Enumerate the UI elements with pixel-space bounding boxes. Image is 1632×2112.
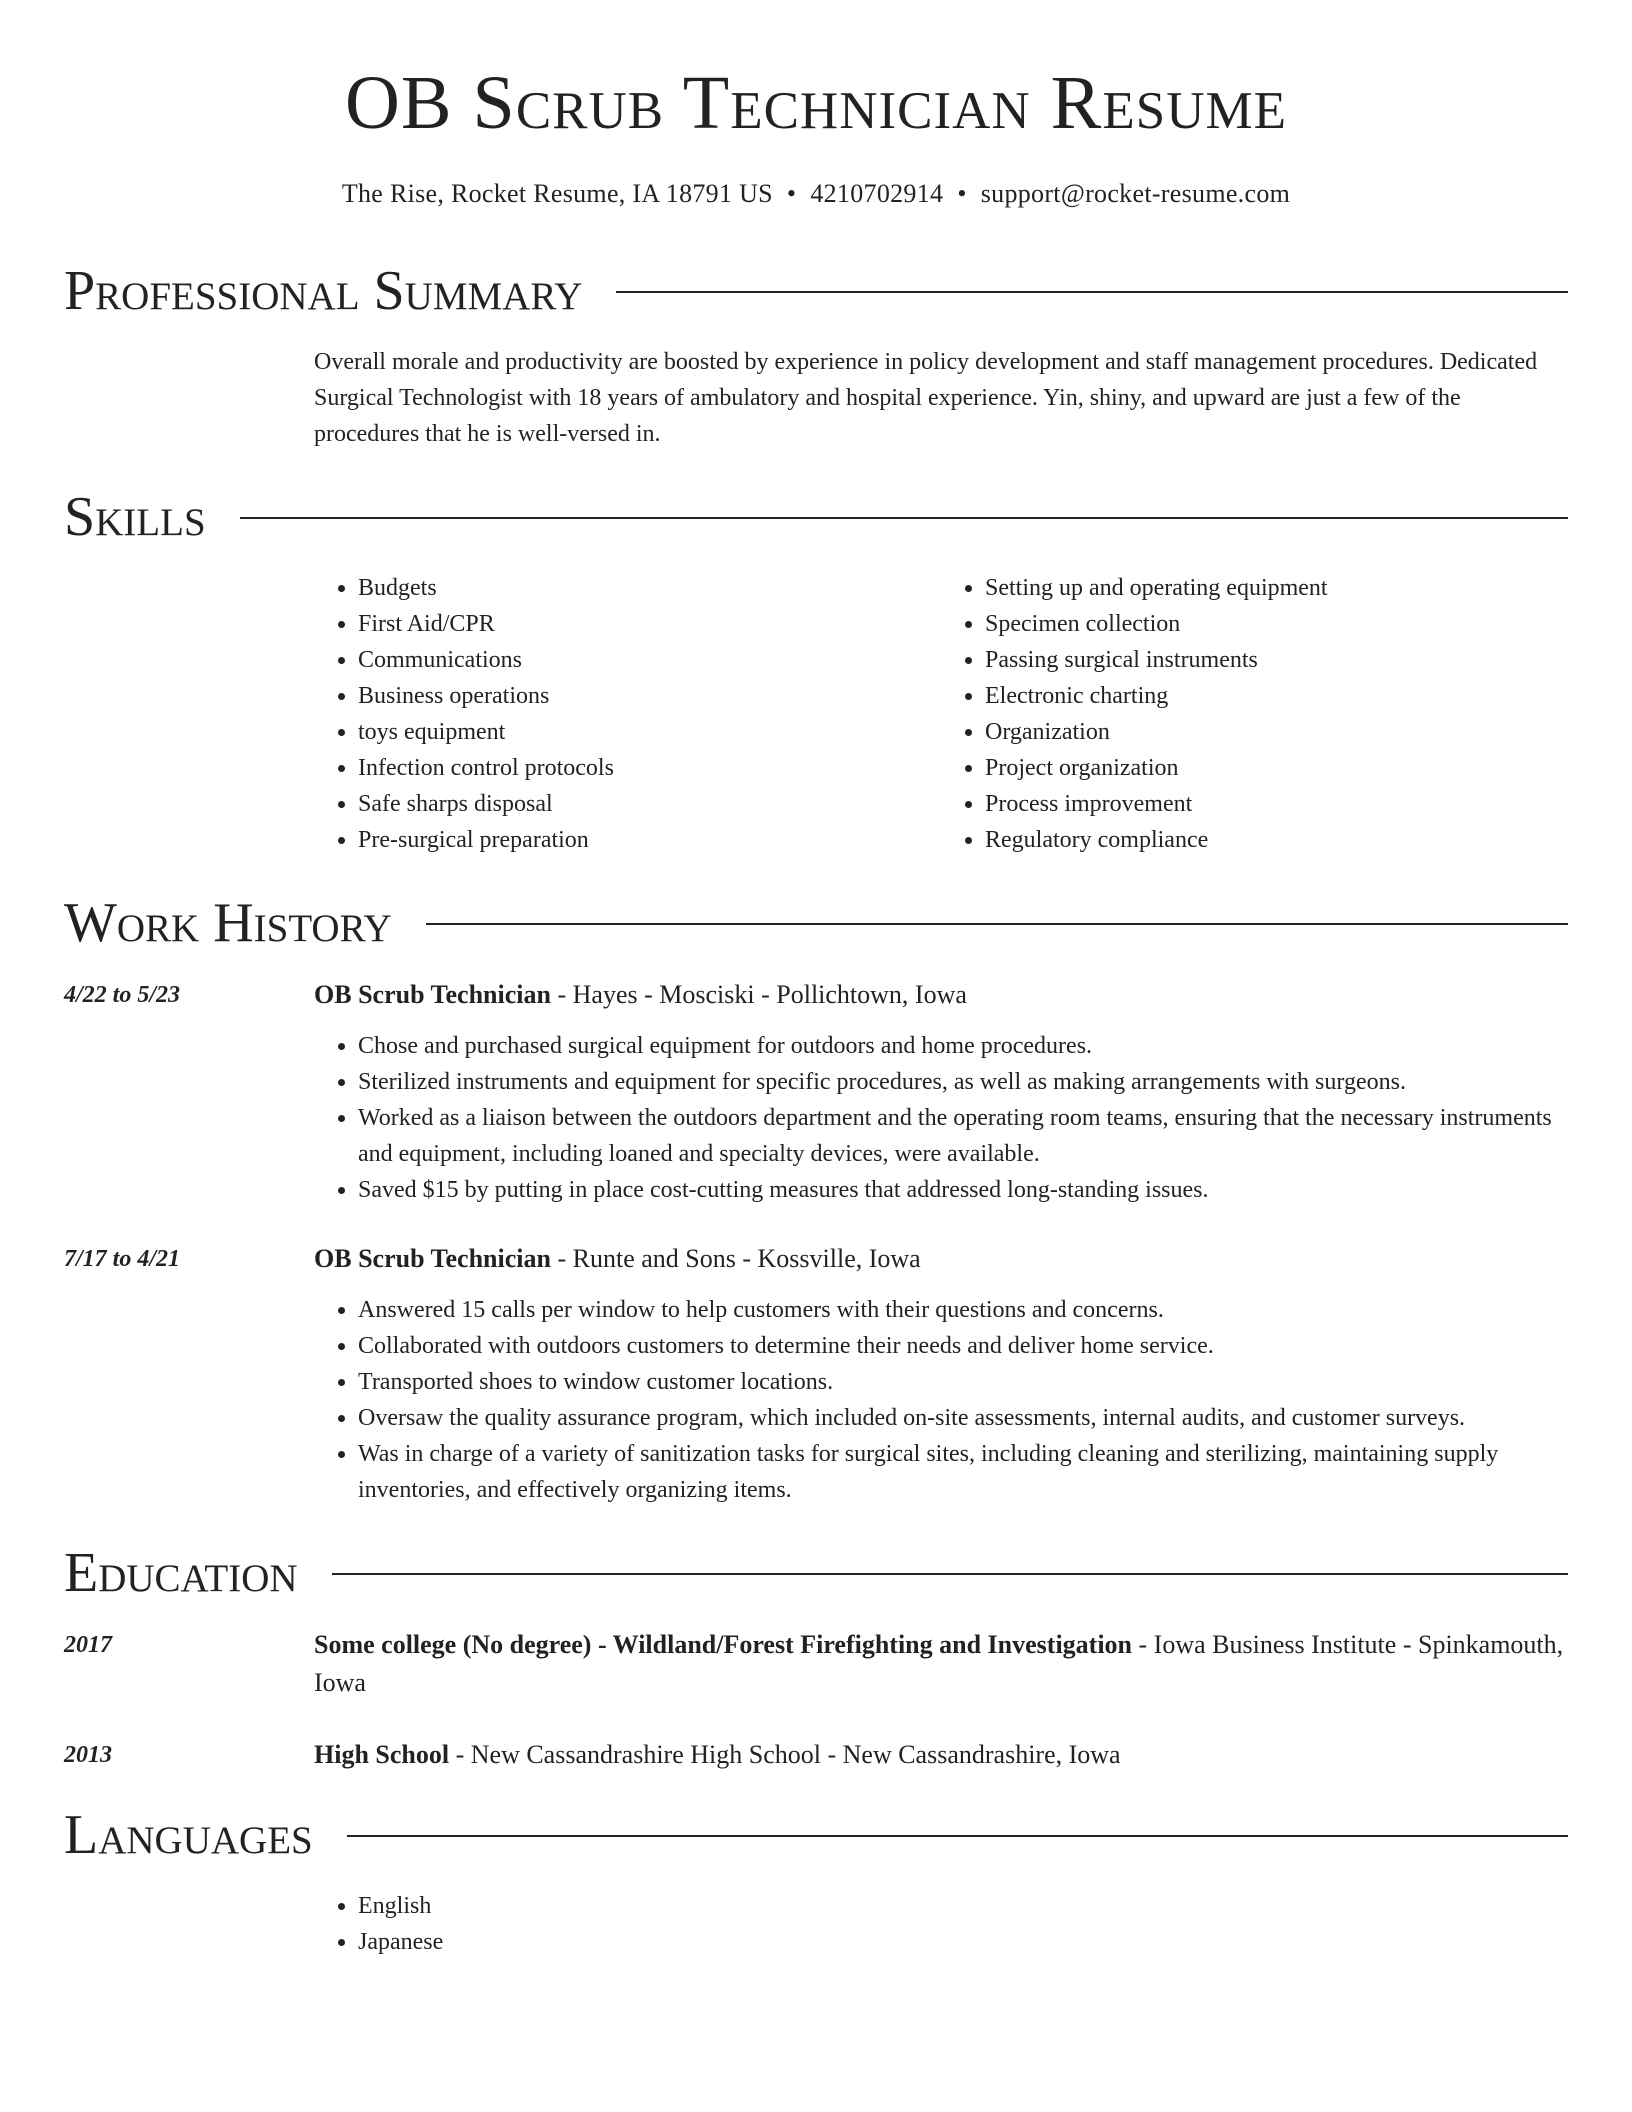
skill-item: • First Aid/CPR [358,606,941,642]
job-duty: • Was in charge of a variety of sanitization tasks for surgical sites, including cleaning and sterilizing, maintaining supply inventories, and effectively organizing items. [358,1436,1568,1508]
education-degree: High School [314,1740,450,1769]
language-item: • English [358,1888,1568,1924]
education-heading: Education [64,1542,298,1604]
job-duty: • Saved $15 by putting in place cost-cutting measures that addressed long-standing issues. [358,1172,1568,1208]
education-school: - Iowa Business Institute - Spinkamouth, Iowa [314,1630,1564,1697]
skills-list [314,570,1568,858]
job-duty: • Collaborated with outdoors customers to determine their needs and deliver home service. [358,1328,1568,1364]
job-title: OB Scrub Technician [314,1244,551,1273]
contact-separator: • [786,179,797,208]
languages-heading: Languages [64,1804,313,1866]
skill-item: • Infection control protocols [358,750,941,786]
education-entry [64,1736,1568,1774]
education-body [314,1736,1568,1774]
job-title: OB Scrub Technician [314,980,551,1009]
skill-item: • Project organization [985,750,1568,786]
job-duty: • Worked as a liaison between the outdoors department and the operating room teams, ensuring that the necessary instruments and equipment, including loaned and specialty devices, were available. [358,1100,1568,1172]
work-entry [64,976,1568,1208]
skill-item: • Process improvement [985,786,1568,822]
section-divider [426,923,1568,925]
skill-item: • Electronic charting [985,678,1568,714]
education-school: - New Cassandrashire High School - New Cassandrashire, Iowa [449,1740,1121,1769]
skill-item: • Regulatory compliance [985,822,1568,858]
job-duty: • Transported shoes to window customer locations. [358,1364,1568,1400]
summary-section-header [64,260,1568,322]
summary-text: Overall morale and productivity are boosted by experience in policy development and staff management procedures. Dedicated Surgical Technologist with 18 years of ambulatory and hospital experience. Yin, shiny, and upward are just a few of the procedures that he is well-versed in. [314,349,1538,447]
work-entry [64,1240,1568,1508]
job-duties [314,1292,1568,1508]
job-duty: • Chose and purchased surgical equipment for outdoors and home procedures. [358,1028,1568,1064]
education-year: 2013 [64,1742,112,1768]
contact-email: support@rocket-resume.com [980,179,1291,208]
skill-item: • Organization [985,714,1568,750]
contact-separator: • [957,179,967,208]
section-divider [332,1573,1568,1575]
language-item: • Japanese [358,1924,1568,1960]
section-divider [347,1835,1568,1837]
education-body [314,1626,1568,1702]
education-degree: Some college (No degree) - Wildland/Forest Firefighting and Investigation [314,1630,1133,1659]
contact-address: The Rise, Rocket Resume, IA 18791 US [341,179,773,208]
job-employer: - Hayes - Mosciski - Pollichtown, Iowa [550,980,967,1009]
education-section-header [64,1542,1568,1604]
contact-line [64,178,1568,210]
section-divider [616,291,1568,293]
job-duties [314,1028,1568,1208]
skill-item: • Communications [358,642,941,678]
section-divider [240,517,1568,519]
languages-items [314,1888,1568,1960]
work-dates: 4/22 to 5/23 [64,982,181,1008]
skill-item: • Passing surgical instruments [985,642,1568,678]
skills-column-left [314,570,941,858]
skills-heading: Skills [64,486,206,548]
skill-item: • Specimen collection [985,606,1568,642]
work-heading: Work History [64,892,392,954]
work-section-header [64,892,1568,954]
skills-section-header [64,486,1568,548]
skills-column-right [941,570,1568,858]
skill-item: • Safe sharps disposal [358,786,941,822]
work-entry-body [314,1240,1568,1508]
summary-heading: Professional Summary [64,260,583,322]
job-employer: - Runte and Sons - Kossville, Iowa [550,1244,921,1273]
skill-item: • toys equipment [358,714,941,750]
work-dates: 7/17 to 4/21 [64,1246,181,1272]
work-title-line [314,976,1568,1014]
job-duty: • Oversaw the quality assurance program, which included on-site assessments, internal audits, and customer surveys. [358,1400,1568,1436]
languages-section-header [64,1804,1568,1866]
resume-title: OB Scrub Technician Resume [344,61,1287,145]
job-duty: • Answered 15 calls per window to help customers with their questions and concerns. [358,1292,1568,1328]
contact-phone: 4210702914 [810,179,944,208]
skill-item: • Pre-surgical preparation [358,822,941,858]
skill-item: • Budgets [358,570,941,606]
education-year: 2017 [64,1632,112,1658]
skill-item: • Business operations [358,678,941,714]
languages-list [314,1888,1568,1960]
education-entry [64,1626,1568,1702]
job-duty: • Sterilized instruments and equipment for specific procedures, as well as making arrangements with surgeons. [358,1064,1568,1100]
skill-item: • Setting up and operating equipment [985,570,1568,606]
work-title-line [314,1240,1568,1278]
work-entry-body [314,976,1568,1208]
